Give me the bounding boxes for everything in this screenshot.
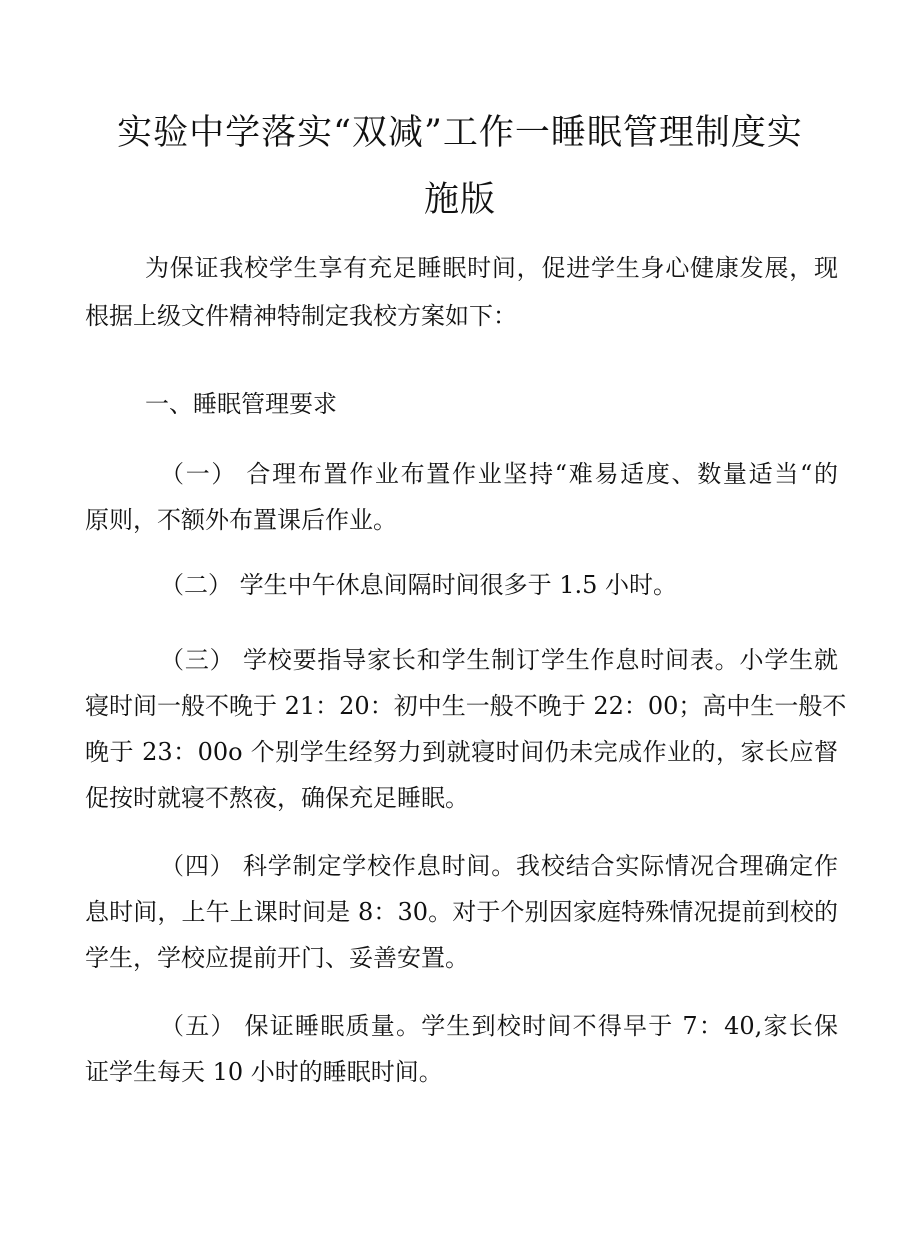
item-1-line-2: 原则，不额外布置课后作业。 [85,506,397,534]
item-3-line-3: 晚于 23：00o 个别学生经努力到就寝时间仍未完成作业的，家长应督 [85,738,838,766]
section-heading: 一、睡眠管理要求 [145,390,337,418]
item-5-line-1: （五） 保证睡眠质量。学生到校时间不得早于 7：40,家长保 [160,1012,838,1040]
item-4-line-3: 学生，学校应提前开门、妥善安置。 [85,944,469,972]
item-3-line-1: （三） 学校要指导家长和学生制订学生作息时间表。小学生就 [160,646,838,674]
title-line-2: 施版 [423,180,496,220]
item-2-line-1: （二） 学生中午休息间隔时间很多于 1.5 小时。 [160,571,678,599]
item-1-line-1: （一） 合理布置作业布置作业坚持“难易适度、数量适当“的 [160,460,838,488]
item-5-line-2: 证学生每天 10 小时的睡眠时间。 [85,1058,443,1086]
intro-line-2: 根据上级文件精神特制定我校方案如下： [85,302,517,330]
title-line-1: 实验中学落实“双减”工作一睡眠管理制度实 [117,113,803,153]
item-4-line-2: 息时间，上午上课时间是 8：30。对于个别因家庭特殊情况提前到校的 [85,898,838,926]
item-3-line-4: 促按时就寝不熬夜，确保充足睡眠。 [85,784,469,812]
item-3-line-2: 寝时间一般不晚于 21：20：初中生一般不晚于 22：00；高中生一般不 [85,692,847,720]
intro-line-1: 为保证我校学生享有充足睡眠时间，促进学生身心健康发展，现 [145,254,838,282]
item-4-line-1: （四） 科学制定学校作息时间。我校结合实际情况合理确定作 [160,852,838,880]
